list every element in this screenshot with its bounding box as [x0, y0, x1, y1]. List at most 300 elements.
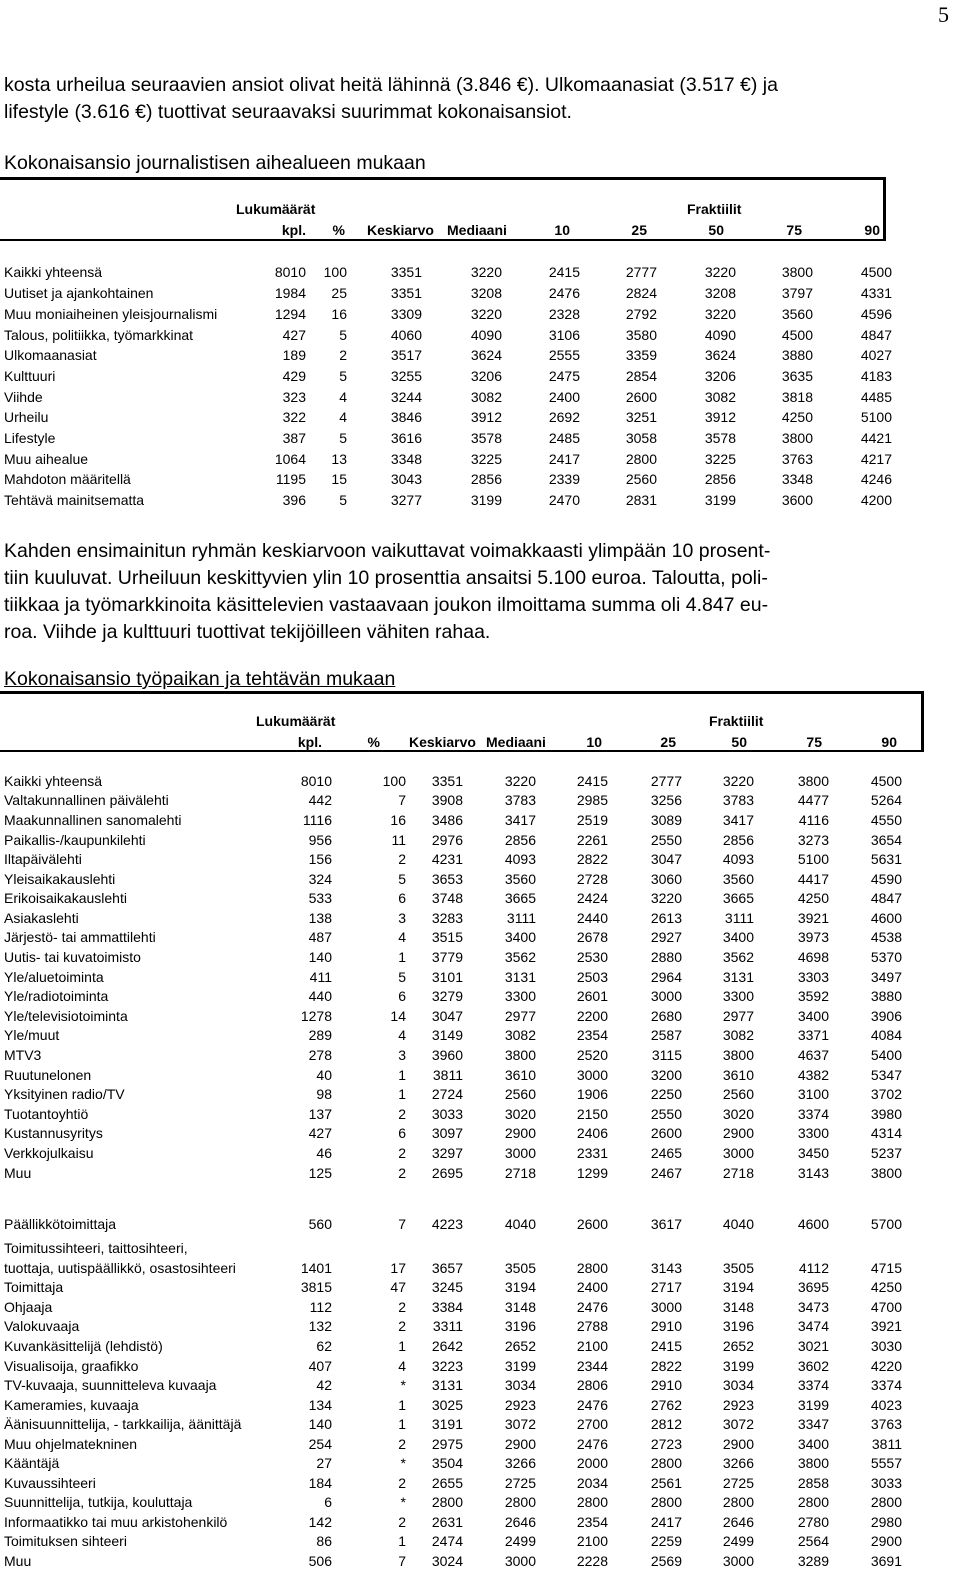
cell-p25: 2854 — [625, 368, 657, 384]
cell-p50: 3560 — [722, 871, 754, 887]
table-row — [0, 428, 960, 448]
cell-p25: 2417 — [650, 1514, 682, 1530]
cell-p90: 4246 — [860, 471, 892, 487]
cell-p10: 2354 — [576, 1027, 608, 1043]
table1-col-p75: 75 — [786, 222, 802, 238]
cell-p75: 2858 — [797, 1475, 829, 1491]
cell-median: 3266 — [504, 1455, 536, 1471]
table-row — [0, 1473, 960, 1493]
cell-p75: 3592 — [797, 988, 829, 1004]
cell-p90: 3800 — [870, 1165, 902, 1181]
cell-p10: 2354 — [576, 1514, 608, 1530]
row-label: Ulkomaanasiat — [4, 347, 97, 363]
cell-p90: 4485 — [860, 389, 892, 405]
cell-p75: 3289 — [797, 1553, 829, 1569]
table-row — [0, 1356, 960, 1376]
cell-p25: 3000 — [650, 1299, 682, 1315]
row-label: Uutis- tai kuvatoimisto — [4, 949, 141, 965]
cell-p10: 2822 — [576, 851, 608, 867]
cell-p90: 4847 — [860, 327, 892, 343]
cell-p10: 2440 — [576, 910, 608, 926]
cell-p75: 3400 — [797, 1008, 829, 1024]
table-row — [0, 407, 960, 427]
cell-p25: 2259 — [650, 1533, 682, 1549]
cell-p50: 3665 — [722, 890, 754, 906]
cell-p50: 3220 — [704, 306, 736, 322]
table1-col-p90: 90 — [864, 222, 880, 238]
cell-p90: 3497 — [870, 969, 902, 985]
cell-p25: 2600 — [650, 1125, 682, 1141]
cell-kpl: 487 — [308, 929, 332, 945]
cell-p25: 3359 — [625, 347, 657, 363]
cell-p90: 3691 — [870, 1553, 902, 1569]
cell-p75: 3100 — [797, 1086, 829, 1102]
cell-p10: 3000 — [576, 1067, 608, 1083]
table2-col-pct: % — [367, 734, 380, 750]
cell-mean: 2800 — [431, 1494, 463, 1510]
cell-p90: 4250 — [870, 1279, 902, 1295]
cell-p75: 3199 — [797, 1397, 829, 1413]
cell-p75: 5100 — [797, 851, 829, 867]
cell-pct: 4 — [398, 1027, 406, 1043]
cell-mean: 3223 — [431, 1358, 463, 1374]
table-row — [0, 304, 960, 324]
row-label: Asiakaslehti — [4, 910, 79, 926]
cell-p50: 3206 — [704, 368, 736, 384]
cell-p50: 4090 — [704, 327, 736, 343]
cell-median: 3194 — [504, 1279, 536, 1295]
cell-kpl: 254 — [308, 1436, 332, 1452]
cell-p50: 3800 — [722, 1047, 754, 1063]
table2-group-counts: Lukumäärät — [256, 713, 336, 729]
table-row — [0, 490, 960, 510]
cell-p25: 3060 — [650, 871, 682, 887]
cell-p10: 2034 — [576, 1475, 608, 1491]
cell-mean: 3097 — [431, 1125, 463, 1141]
cell-median: 3624 — [470, 347, 502, 363]
cell-p25: 3617 — [650, 1216, 682, 1232]
cell-pct: 1 — [398, 949, 406, 965]
cell-p90: 4847 — [870, 890, 902, 906]
cell-pct: 1 — [398, 1397, 406, 1413]
cell-pct: 1 — [398, 1067, 406, 1083]
cell-kpl: 533 — [308, 890, 332, 906]
cell-p90: 3374 — [870, 1377, 902, 1393]
cell-p75: 4698 — [797, 949, 829, 965]
table1-col-p10: 10 — [554, 222, 570, 238]
cell-p50: 3196 — [722, 1318, 754, 1334]
cell-kpl: 323 — [282, 389, 306, 405]
cell-p90: 4027 — [860, 347, 892, 363]
cell-p75: 4250 — [797, 890, 829, 906]
row-label: Muu moniaiheinen yleisjournalismi — [4, 306, 218, 322]
table2-group-fractiles: Fraktiilit — [709, 713, 764, 729]
cell-p50: 3610 — [722, 1067, 754, 1083]
table2-col-median: Mediaani — [486, 734, 546, 750]
cell-p90: 4500 — [870, 773, 902, 789]
cell-mean: 3283 — [431, 910, 463, 926]
cell-p25: 2964 — [650, 969, 682, 985]
cell-p75: 4116 — [798, 812, 829, 828]
row-label: Muu — [4, 1553, 32, 1569]
cell-pct: 5 — [398, 969, 406, 985]
row-label: Muu — [4, 1165, 32, 1181]
cell-kpl: 427 — [282, 327, 306, 343]
cell-p10: 2475 — [548, 368, 580, 384]
cell-p25: 3143 — [650, 1260, 682, 1276]
cell-median: 3610 — [504, 1067, 536, 1083]
cell-p25: 3200 — [650, 1067, 682, 1083]
cell-median: 3300 — [504, 988, 536, 1004]
cell-p75: 3374 — [797, 1377, 829, 1393]
table1-col-p50: 50 — [708, 222, 724, 238]
cell-p10: 2503 — [576, 969, 608, 985]
cell-kpl: 396 — [282, 492, 306, 508]
cell-p90: 4715 — [870, 1260, 902, 1276]
cell-median: 2977 — [504, 1008, 536, 1024]
cell-p75: 2800 — [797, 1494, 829, 1510]
cell-kpl: 40 — [316, 1067, 332, 1083]
cell-p50: 3578 — [704, 430, 736, 446]
table-row — [0, 1045, 960, 1065]
cell-median: 3000 — [504, 1145, 536, 1161]
cell-p75: 3347 — [797, 1416, 829, 1432]
cell-p50: 2718 — [722, 1165, 754, 1181]
cell-p10: 2601 — [576, 988, 608, 1004]
cell-kpl: 429 — [282, 368, 306, 384]
table-row — [0, 1084, 960, 1104]
cell-p25: 3058 — [625, 430, 657, 446]
row-label: Uutiset ja ajankohtainen — [4, 285, 154, 301]
cell-pct: * — [400, 1494, 406, 1510]
cell-pct: 7 — [398, 1553, 406, 1569]
cell-p90: 5237 — [870, 1145, 902, 1161]
cell-median: 2856 — [504, 832, 536, 848]
cell-kpl: 3815 — [300, 1279, 332, 1295]
cell-p25: 2777 — [625, 264, 657, 280]
row-label: Talous, politiikka, työmarkkinat — [4, 327, 194, 343]
cell-kpl: 278 — [308, 1047, 332, 1063]
table1-col-pct: % — [332, 222, 345, 238]
cell-p25: 2717 — [650, 1279, 682, 1295]
cell-p10: 2692 — [548, 409, 580, 425]
cell-p90: 5400 — [870, 1047, 902, 1063]
cell-p50: 2652 — [722, 1338, 754, 1354]
cell-mean: 3811 — [432, 1067, 463, 1083]
cell-p10: 2476 — [576, 1397, 608, 1413]
middle-line: Kahden ensimainitun ryhmän keskiarvoon vaikuttavat voimakkaasti ylimpään 10 prosent- — [4, 540, 771, 562]
cell-p10: 2424 — [576, 890, 608, 906]
cell-mean: 3846 — [390, 409, 422, 425]
cell-p90: 4183 — [860, 368, 892, 384]
cell-p10: 2261 — [576, 832, 608, 848]
cell-p10: 2520 — [576, 1047, 608, 1063]
cell-pct: 2 — [398, 1299, 406, 1315]
cell-pct: 5 — [339, 368, 347, 384]
cell-p25: 2723 — [650, 1436, 682, 1452]
cell-p25: 2680 — [650, 1008, 682, 1024]
cell-p90: 3906 — [870, 1008, 902, 1024]
cell-p75: 3450 — [797, 1145, 829, 1161]
cell-p25: 2550 — [650, 832, 682, 848]
cell-p90: 4550 — [870, 812, 902, 828]
row-label: tuottaja, uutispäällikkö, osastosihteeri — [4, 1260, 236, 1276]
cell-pct: 2 — [398, 1106, 406, 1122]
cell-mean: 4060 — [390, 327, 422, 343]
row-label: Valtakunnallinen päivälehti — [4, 792, 169, 808]
cell-p10: 2476 — [576, 1436, 608, 1452]
cell-p75: 3818 — [781, 389, 813, 405]
cell-median: 3131 — [504, 969, 536, 985]
cell-mean: 2975 — [431, 1436, 463, 1452]
cell-mean: 3245 — [431, 1279, 463, 1295]
cell-p25: 2880 — [650, 949, 682, 965]
cell-pct: * — [400, 1455, 406, 1471]
cell-p10: 2328 — [548, 306, 580, 322]
cell-p25: 2600 — [625, 389, 657, 405]
cell-p10: 1299 — [576, 1165, 608, 1181]
row-label: Ruutunelonen — [4, 1067, 92, 1083]
cell-p25: 2800 — [650, 1494, 682, 1510]
cell-mean: 3515 — [431, 929, 463, 945]
cell-pct: 6 — [398, 988, 406, 1004]
cell-mean: 3033 — [431, 1106, 463, 1122]
table-row — [0, 1104, 960, 1124]
table-row — [0, 986, 960, 1006]
row-label: TV-kuvaaja, suunnitteleva kuvaaja — [4, 1377, 217, 1393]
cell-p25: 2824 — [625, 285, 657, 301]
cell-pct: 47 — [390, 1279, 406, 1295]
row-label: Muu ohjelmatekninen — [4, 1436, 138, 1452]
cell-p50: 3783 — [722, 792, 754, 808]
cell-p10: 2000 — [576, 1455, 608, 1471]
cell-kpl: 1116 — [302, 812, 332, 828]
row-label: Iltapäivälehti — [4, 851, 82, 867]
table-row — [0, 947, 960, 967]
table-row — [0, 325, 960, 345]
cell-pct: 2 — [398, 1514, 406, 1530]
row-label: Tuotantoyhtiö — [4, 1106, 89, 1122]
cell-median: 3417 — [504, 812, 536, 828]
cell-p75: 4112 — [798, 1260, 829, 1276]
cell-mean: 2695 — [431, 1165, 463, 1181]
cell-kpl: 27 — [316, 1455, 332, 1471]
middle-line: roa. Viihde ja kulttuuri tuottivat tekijöilleen vähiten rahaa. — [4, 621, 491, 643]
cell-median: 3912 — [470, 409, 502, 425]
cell-kpl: 8010 — [274, 264, 306, 280]
cell-kpl: 407 — [308, 1358, 332, 1374]
cell-p75: 3474 — [797, 1318, 829, 1334]
cell-p50: 3624 — [704, 347, 736, 363]
cell-p75: 3273 — [797, 832, 829, 848]
table-row — [0, 1375, 960, 1395]
cell-p10: 2700 — [576, 1416, 608, 1432]
cell-kpl: 125 — [308, 1165, 332, 1181]
cell-p90: 5347 — [870, 1067, 902, 1083]
table-row — [0, 449, 960, 469]
cell-p10: 2800 — [576, 1494, 608, 1510]
cell-p10: 2415 — [576, 773, 608, 789]
cell-pct: 25 — [331, 285, 347, 301]
cell-kpl: 189 — [282, 347, 306, 363]
row-label: Kustannusyritys — [4, 1125, 103, 1141]
cell-p90: 4500 — [860, 264, 892, 280]
cell-p90: 5631 — [870, 851, 902, 867]
cell-pct: 2 — [398, 1318, 406, 1334]
cell-p50: 2800 — [722, 1494, 754, 1510]
cell-p75: 4637 — [797, 1047, 829, 1063]
cell-median: 3225 — [470, 451, 502, 467]
cell-p75: 4477 — [797, 792, 829, 808]
cell-pct: 6 — [398, 890, 406, 906]
cell-kpl: 134 — [308, 1397, 332, 1413]
cell-pct: 5 — [339, 430, 347, 446]
cell-p50: 3505 — [722, 1260, 754, 1276]
cell-p90: 5100 — [860, 409, 892, 425]
row-label: Kuvankäsittelijä (lehdistö) — [4, 1338, 163, 1354]
cell-pct: 4 — [339, 409, 347, 425]
cell-p50: 3225 — [704, 451, 736, 467]
cell-kpl: 1278 — [300, 1008, 332, 1024]
cell-p25: 2569 — [650, 1553, 682, 1569]
cell-mean: 3653 — [431, 871, 463, 887]
cell-kpl: 86 — [316, 1533, 332, 1549]
row-label: Kuvaussihteeri — [4, 1475, 96, 1491]
cell-mean: 3047 — [431, 1008, 463, 1024]
table-row — [0, 810, 960, 830]
row-label: Muu aihealue — [4, 451, 89, 467]
cell-median: 3505 — [504, 1260, 536, 1276]
cell-p10: 2331 — [576, 1145, 608, 1161]
cell-kpl: 140 — [308, 1416, 332, 1432]
cell-p10: 2417 — [548, 451, 580, 467]
table-row — [0, 1395, 960, 1415]
table-row — [0, 1025, 960, 1045]
cell-p25: 2777 — [650, 773, 682, 789]
cell-p75: 3763 — [781, 451, 813, 467]
table1-col-kpl: kpl. — [281, 222, 306, 238]
cell-mean: 3616 — [390, 430, 422, 446]
cell-p25: 2822 — [650, 1358, 682, 1374]
cell-kpl: 132 — [308, 1318, 332, 1334]
table1-group-counts: Lukumäärät — [236, 201, 316, 217]
cell-p50: 3131 — [722, 969, 754, 985]
cell-pct: 4 — [339, 389, 347, 405]
cell-pct: 15 — [331, 471, 347, 487]
cell-mean: 3960 — [431, 1047, 463, 1063]
cell-p25: 3256 — [650, 792, 682, 808]
cell-median: 4040 — [504, 1216, 536, 1232]
table2-col-p90: 90 — [881, 734, 897, 750]
cell-median: 3783 — [504, 792, 536, 808]
cell-kpl: 1401 — [300, 1260, 332, 1276]
cell-p50: 3034 — [722, 1377, 754, 1393]
table-row — [0, 1214, 960, 1234]
table-row — [0, 1238, 960, 1258]
cell-p50: 2977 — [722, 1008, 754, 1024]
cell-p75: 4600 — [797, 1216, 829, 1232]
cell-median: 2718 — [504, 1165, 536, 1181]
cell-median: 3800 — [504, 1047, 536, 1063]
table2-col-mean: Keskiarvo — [409, 734, 476, 750]
cell-p50: 3220 — [704, 264, 736, 280]
cell-p90: 3811 — [871, 1436, 902, 1452]
cell-median: 3148 — [504, 1299, 536, 1315]
table2-caption: Kokonaisansio työpaikan ja tehtävän mukaan — [4, 668, 396, 690]
cell-p10: 2728 — [576, 871, 608, 887]
cell-median: 3578 — [470, 430, 502, 446]
cell-p90: 4200 — [860, 492, 892, 508]
table-row — [0, 1277, 960, 1297]
cell-pct: 5 — [339, 492, 347, 508]
table1-col-p25: 25 — [631, 222, 647, 238]
cell-p10: 2344 — [576, 1358, 608, 1374]
cell-median: 2923 — [504, 1397, 536, 1413]
cell-p10: 2339 — [548, 471, 580, 487]
cell-median: 2900 — [504, 1125, 536, 1141]
cell-p25: 3580 — [625, 327, 657, 343]
cell-p50: 3020 — [722, 1106, 754, 1122]
row-label: Äänisuunnittelija, - tarkkailija, äänittäjä — [4, 1416, 242, 1432]
cell-pct: 7 — [398, 792, 406, 808]
row-label: Järjestö- tai ammattilehti — [4, 929, 156, 945]
cell-p50: 4040 — [722, 1216, 754, 1232]
cell-p25: 2415 — [650, 1338, 682, 1354]
cell-p50: 3266 — [722, 1455, 754, 1471]
cell-p10: 1906 — [576, 1086, 608, 1102]
cell-kpl: 440 — [308, 988, 332, 1004]
cell-kpl: 112 — [309, 1299, 332, 1315]
table-row — [0, 1143, 960, 1163]
cell-p50: 3208 — [704, 285, 736, 301]
cell-pct: 4 — [398, 1358, 406, 1374]
cell-mean: 3348 — [390, 451, 422, 467]
cell-kpl: 289 — [308, 1027, 332, 1043]
cell-p25: 2800 — [625, 451, 657, 467]
cell-p90: 4700 — [870, 1299, 902, 1315]
cell-pct: 13 — [331, 451, 347, 467]
cell-median: 2652 — [504, 1338, 536, 1354]
row-label: Verkkojulkaisu — [4, 1145, 94, 1161]
cell-p10: 2228 — [576, 1553, 608, 1569]
cell-pct: 11 — [391, 832, 406, 848]
table-row — [0, 469, 960, 489]
middle-line: tiin kuuluvat. Urheiluun keskittyvien ylin 10 prosenttia ansaitsi 5.100 euroa. Taloutta, poli- — [4, 567, 768, 589]
row-label: Toimituksen sihteeri — [4, 1533, 127, 1549]
cell-p75: 3635 — [781, 368, 813, 384]
cell-median: 2856 — [470, 471, 502, 487]
cell-kpl: 184 — [308, 1475, 332, 1491]
cell-mean: 3486 — [431, 812, 463, 828]
cell-p75: 3371 — [797, 1027, 829, 1043]
cell-p25: 2467 — [650, 1165, 682, 1181]
cell-mean: 2976 — [431, 832, 463, 848]
cell-pct: 2 — [398, 1165, 406, 1181]
cell-p10: 2100 — [576, 1533, 608, 1549]
cell-kpl: 8010 — [300, 773, 332, 789]
table-row — [0, 1006, 960, 1026]
cell-p25: 3000 — [650, 988, 682, 1004]
cell-p75: 4250 — [781, 409, 813, 425]
cell-mean: 3384 — [431, 1299, 463, 1315]
table-row — [0, 1336, 960, 1356]
cell-median: 3199 — [470, 492, 502, 508]
table-row — [0, 1316, 960, 1336]
cell-median: 3665 — [504, 890, 536, 906]
cell-p10: 2555 — [548, 347, 580, 363]
cell-p10: 2100 — [576, 1338, 608, 1354]
cell-p50: 3148 — [722, 1299, 754, 1315]
